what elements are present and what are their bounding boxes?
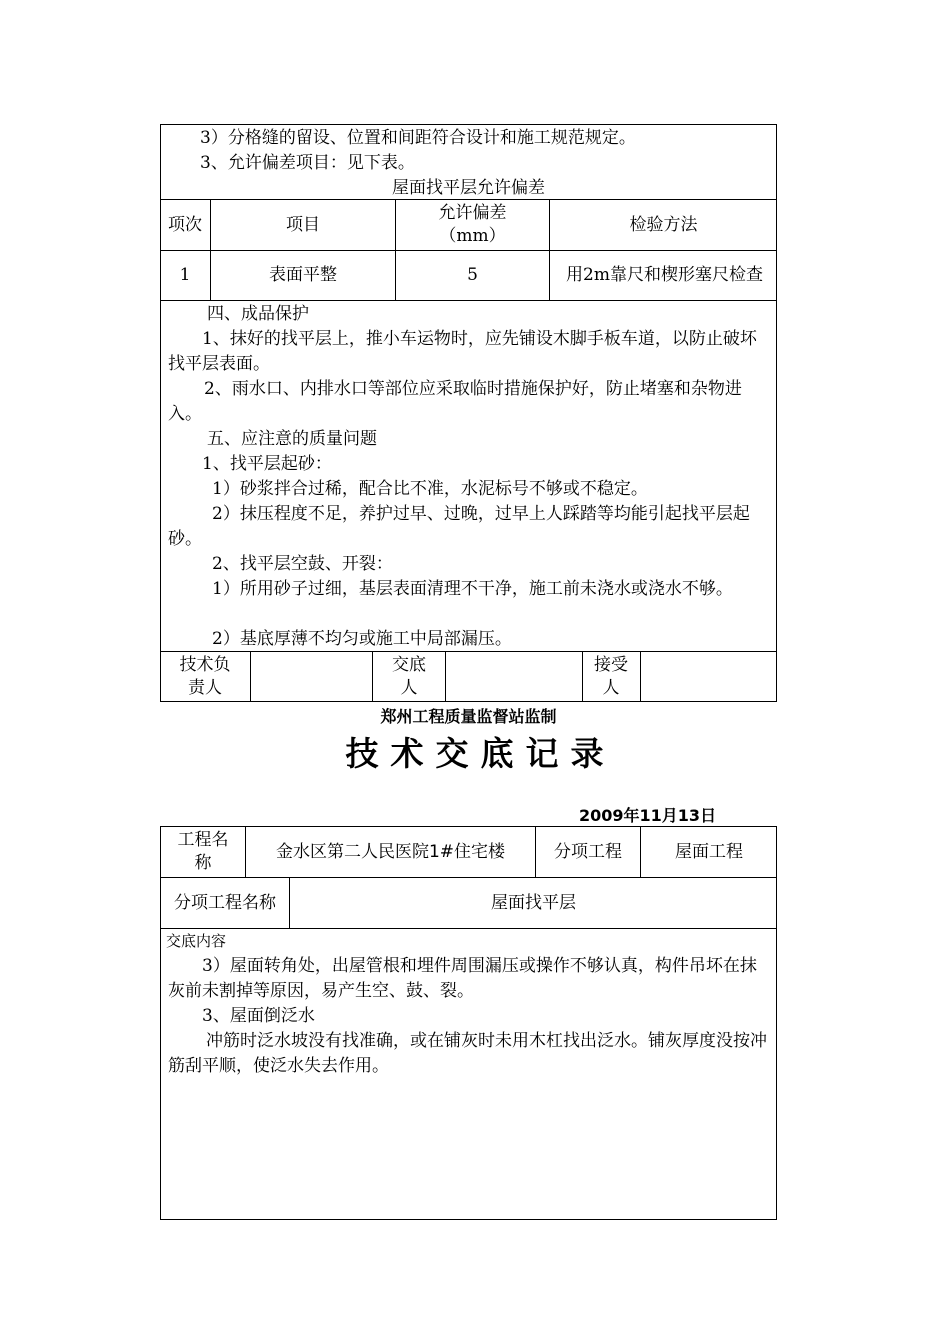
project-name-label: 工程名称	[177, 830, 229, 873]
sub-project-name-value: 屋面找平层	[491, 892, 576, 913]
header-method: 检验方法	[629, 214, 698, 235]
header-index: 项次	[168, 214, 202, 235]
content-label: 交底内容	[166, 932, 227, 950]
document-date: 2009年11月13日	[579, 806, 717, 825]
section5-sub1: 1、找平层起砂：	[202, 454, 332, 474]
section4-heading: 四、成品保护	[207, 304, 309, 324]
row-index: 1	[179, 265, 191, 285]
project-name-value: 金水区第二人民医院1#住宅楼	[275, 841, 506, 862]
sig-receiver-label: 接受人	[594, 655, 628, 698]
header-item: 项目	[286, 214, 320, 235]
section4-item2: 2、雨水口、内排水口等部位应采取临时措施保护好，防止堵塞和杂物进入。	[168, 379, 742, 424]
supervisor-line: 郑州工程质量监督站监制	[380, 707, 557, 726]
content-line-1: 3）屋面转角处，出屋管根和埋件周围漏压或操作不够认真，构件吊坏在抹灰前未割掉等原因，易产生空、鼓、裂。	[168, 956, 757, 1001]
section4-item1: 1、抹好的找平层上，推小车运物时，应先铺设木脚手板车道，以防止破坏找平层表面。	[168, 329, 757, 374]
sub-project-label: 分项工程	[554, 841, 622, 862]
spec-line-1: 3）分格缝的留设、位置和间距符合设计和施工规范规定。	[200, 128, 636, 148]
sub-project-name-label: 分项工程名称	[174, 892, 276, 913]
sig-tech-leader-label: 技术负责人	[179, 655, 231, 698]
sub-project-value: 屋面工程	[675, 841, 743, 862]
content-line-3: 冲筋时泛水坡没有找准确，或在铺灰时未用木杠找出泛水。铺灰厚度没按冲筋刮平顺，使泛水失去作用。	[168, 1031, 767, 1076]
row-method: 用2m靠尺和楔形塞尺检查	[566, 265, 763, 285]
row-tolerance: 5	[467, 265, 478, 285]
content-line-2: 3、屋面倒泛水	[202, 1006, 315, 1026]
section5-sub2-b: 2）基底厚薄不均匀或施工中局部漏压。	[212, 629, 512, 649]
sig-discloser-label: 交底人	[392, 655, 426, 698]
section5-sub1-a: 1）砂浆拌合过稀，配合比不准，水泥标号不够或不稳定。	[212, 479, 648, 499]
row-item: 表面平整	[269, 265, 337, 285]
section5-sub1-b: 2）抹压程度不足，养护过早、过晚，过早上人踩踏等均能引起找平层起砂。	[168, 504, 750, 549]
section5-sub2: 2、找平层空鼓、开裂：	[212, 554, 393, 574]
table-title: 屋面找平层允许偏差	[392, 178, 545, 198]
section5-heading: 五、应注意的质量问题	[207, 429, 377, 449]
header-tolerance: 允许偏差（mm）	[438, 203, 507, 246]
section5-sub2-a: 1）所用砂子过细，基层表面清理不干净，施工前未浇水或浇水不够。	[212, 579, 733, 599]
document-title: 技术交底记录	[345, 734, 616, 773]
spec-line-2: 3、允许偏差项目：见下表。	[200, 153, 415, 173]
